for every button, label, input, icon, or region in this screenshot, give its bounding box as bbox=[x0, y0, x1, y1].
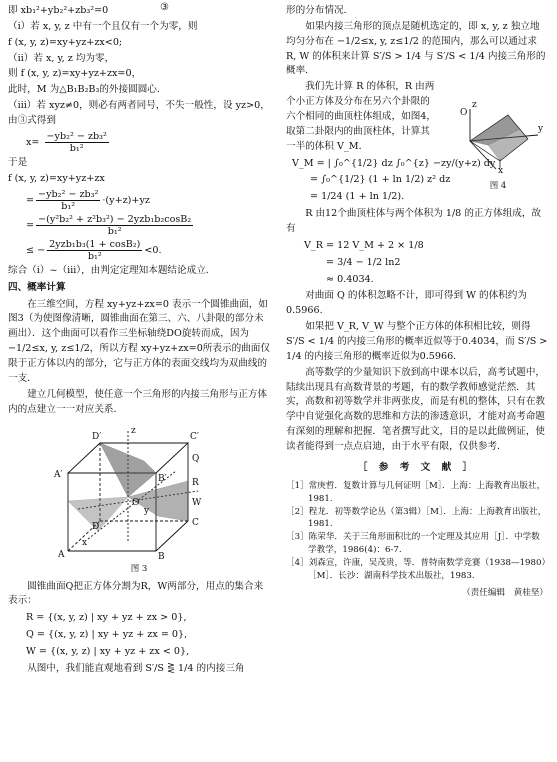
x-equation bbox=[26, 131, 270, 154]
f2-num: −yb₂² − zb₃² bbox=[38, 188, 99, 200]
fig4-label-z: z bbox=[472, 99, 477, 110]
references-heading: ［ 参 考 文 献 ］ bbox=[357, 461, 477, 473]
x-eq-frac bbox=[45, 131, 109, 154]
para-p2: 建立几何模型，使任意一个三角形的内接三角形与正方体内的点建立一一对应关系． bbox=[8, 388, 268, 415]
para-r1: 形的分布情况． bbox=[286, 5, 354, 16]
f-line-3: = $\frac{\text{−(y²b₂² + z²b₃²) − 2yzb₁b₂cosB₂}}{\text{b₁²}}$ bbox=[26, 213, 192, 237]
f2-den: b₁² bbox=[61, 200, 76, 212]
fig3-label-b1: B′ bbox=[158, 474, 167, 485]
para-r4: R 由12个曲顶柱体与两个体积为 1/8 的正方体组成，故有 bbox=[286, 208, 542, 235]
para-l6: 此时，M 为△B₁B₂B₃的外接圆圆心． bbox=[8, 84, 167, 96]
x-eq-lhs: x= bbox=[26, 136, 40, 148]
para-l3: f (x, y, z)=xy+yz+zx<0; bbox=[8, 36, 123, 48]
fig3-label-r: R bbox=[192, 478, 199, 489]
para-l7: （ⅲ）若 xyz≠0，则必有两者同号，不失一般性，设 yz>0，由③式得到 bbox=[8, 100, 270, 127]
reference-item: ［4］刘森宣，许康，吴茂贵，等．普特南数学竞赛（1938—1980）［M］．长沙：湖南科学技术出版社，1983. bbox=[286, 558, 546, 582]
para-l1: 即 xb₁²+yb₂²+zb₃²=0 bbox=[8, 5, 109, 16]
f3-num: −(y²b₂² + z²b₃²) − 2yzb₁b₂cosB₂ bbox=[38, 213, 192, 225]
left-column bbox=[8, 4, 270, 678]
para-r5: 对曲面 Q 的体积忽略不计，即可得到 W 的体积约为0.5966. bbox=[286, 290, 527, 317]
set-w: W = {(x, y, z) | xy + yz + zx < 0}, bbox=[26, 646, 190, 658]
f-line-1: f (x, y, z)=xy+yz+zx bbox=[8, 172, 105, 184]
reference-item: ［3］陈荣华．关于三角形面积比的一个定理及其应用［J］．中学数学教学，1986(4)：6-7. bbox=[286, 532, 540, 556]
f-line-2: = $\frac{\text{−yb₂² − zb₃²}}{\text{b₁²}}$ ·(y+z)+yz bbox=[26, 188, 150, 212]
f4-post: <0. bbox=[144, 244, 162, 256]
para-p1: 在三维空间，方程 xy+yz+zx=0 表示一个圆锥曲面，如图3（为使图像清晰，圆锥曲面在第三、六、八卦限的部分未画出）．这个曲面可以看作三坐标轴绕DO旋转而成，因为 −1/2≤x, y, z≤1/2，所以方程 xy+yz+zx=0所表示的曲面仅限于正方体以内的部分，它与正方体的表面交线均为双曲线的一支． bbox=[8, 298, 270, 384]
fig3-label-d1: D′ bbox=[92, 432, 102, 443]
fig4-label-x: x bbox=[498, 165, 504, 175]
vr-eq-3: ≈ 0.4034. bbox=[326, 273, 374, 285]
reference-item: ［2］程龙．初等数学论丛（第3辑）［M］．上海：上海教育出版社，1981. bbox=[286, 506, 547, 530]
yushi: 于是 bbox=[8, 156, 28, 168]
conclusion: 综合（ⅰ）~（ⅲ），由判定定理知本题结论成立． bbox=[8, 264, 216, 276]
para-p3: 圆锥曲面Q把正方体分割为R，W两部分，用点的集合来表示： bbox=[8, 580, 264, 607]
fig3-label-w: W bbox=[192, 498, 202, 509]
para-r6: 如果把 V_R, V_W 与整个正方体的体积相比较，则得 S′/S < 1/4 的内接三角形的概率近似等于0.4034，而 S′/S > 1/4 的内接三角形的概率近似为0.5966. bbox=[286, 321, 548, 362]
fig3-label-o: O bbox=[132, 498, 140, 509]
editor-credit: （责任编辑 黄桂坚） bbox=[462, 587, 548, 598]
reference-item: ［1］常庚哲．复数计算与几何证明［M］．上海：上海教育出版社，1981. bbox=[286, 480, 546, 504]
page-number: ③ bbox=[160, 2, 169, 13]
fig3-label-c1: C′ bbox=[190, 432, 199, 443]
x-eq-den: b₁² bbox=[69, 142, 84, 154]
fig4-label-o: O bbox=[460, 107, 468, 118]
vm-eq-2: = ∫₀^{1/2} (1 + ln 1/2) z² dz bbox=[310, 174, 451, 186]
figure-3-svg bbox=[48, 421, 208, 561]
figure-3-caption: 图 3 bbox=[130, 564, 148, 575]
fig3-label-q: Q bbox=[192, 454, 200, 465]
fig3-label-c: C bbox=[192, 518, 199, 529]
para-r3: 我们先计算 R 的体积，R 由两个小正方体及分布在另六个卦限的六个相同的曲顶柱体组成，如图4，取第二卦限内的曲顶柱体，计算其一半的体积 V_M． bbox=[286, 81, 437, 152]
vr-eq-2: = 3/4 − 1/2 ln2 bbox=[326, 256, 401, 268]
vr-eq-1: V_R = 12 V_M + 2 × 1/8 bbox=[304, 239, 424, 251]
references-list bbox=[286, 480, 548, 583]
para-l4: （ⅱ）若 x, y, z 均为零， bbox=[8, 52, 115, 64]
para-l2: （ⅰ）若 x, y, z 中有一个且仅有一个为零，则 bbox=[8, 20, 198, 32]
para-r7: 高等数学的少量知识下放到高中课本以后，高考试题中，陆续出现具有高数背景的考题，有的数学教师感觉茫然．其实，高数和初等数学并非两张皮，而是有机的整体，只有在教学中自觉强化高数的思维和方法的渗透意识，才能对高考命题有深刻的理解和把握．笔者撰写此文，目的是以此做例证，使读者能得到一点点启迪，由于水平有限，仅供参考． bbox=[286, 366, 546, 453]
f3-den: b₁² bbox=[107, 225, 122, 237]
fig4-label-y: y bbox=[538, 123, 544, 134]
fig3-label-z: z bbox=[131, 426, 136, 437]
f4-pre: ≤ − bbox=[26, 244, 46, 256]
fig3-label-d: D bbox=[92, 522, 100, 533]
x-eq-num: −yb₂² − zb₃² bbox=[46, 130, 107, 142]
set-r: R = {(x, y, z) | xy + yz + zx > 0}, bbox=[26, 612, 187, 624]
f4-den: b₁² bbox=[87, 250, 102, 262]
para-r2: 如果内接三角形的顶点是随机选定的，即 x, y, z 独立地均匀分布在 −1/2≤x, y, z≤1/2 的范围内，那么可以通过求 R, W 的体积来计算 S′/S > 1/4 与 S′/S < 1/4 内接三角形的概率． bbox=[286, 20, 546, 77]
right-column bbox=[286, 4, 548, 600]
figure-3 bbox=[48, 421, 208, 561]
fig3-label-y: y bbox=[144, 506, 150, 517]
set-q: Q = {(x, y, z) | xy + yz + zx = 0}, bbox=[26, 629, 188, 641]
figure-4-caption: 图 4 bbox=[489, 181, 507, 192]
fig3-label-a: A bbox=[58, 550, 65, 561]
figure-4 bbox=[448, 95, 548, 192]
f-line-4 bbox=[26, 239, 270, 262]
f2-tail: ·(y+z)+yz bbox=[102, 194, 150, 206]
figure-4-svg bbox=[448, 95, 548, 175]
para-l5: 则 f (x, y, z)=xy+yz+zx=0， bbox=[8, 68, 142, 80]
vm-eq-3: = 1/24 (1 + ln 1/2). bbox=[310, 191, 405, 203]
fig3-label-x: x bbox=[82, 538, 88, 549]
fig3-label-b: B bbox=[158, 552, 165, 562]
para-p4: 从图中，我们能直观地看到 S′/S ⋛ 1/4 的内接三角 bbox=[27, 662, 245, 674]
fig3-label-a1: A′ bbox=[54, 470, 63, 481]
section-heading-4: 四、概率计算 bbox=[8, 281, 66, 293]
vm-eq-1: V_M = | ∫₀^{1/2} dz ∫₀^{z} −zy/(y+z) dy | bbox=[292, 157, 502, 169]
f4-num: 2yzb₁b₃(1 + cosB₂) bbox=[49, 238, 141, 250]
